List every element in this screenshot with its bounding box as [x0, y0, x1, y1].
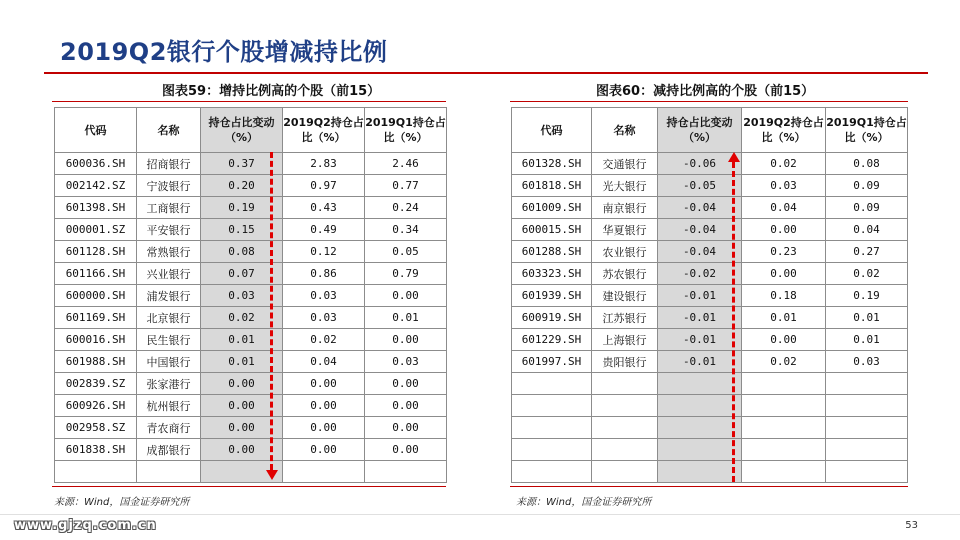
table-row [55, 329, 447, 351]
cell-name: 工商银行 [137, 197, 201, 219]
cell-change: -0.01 [658, 307, 742, 329]
cell-q2: 0.23 [742, 241, 826, 263]
cell-q2 [283, 461, 365, 483]
cell-q1: 2.46 [365, 153, 447, 175]
cell-name: 交通银行 [592, 153, 658, 175]
right-table-title: 图表60：减持比例高的个股（前15） [596, 84, 815, 99]
cell-q2: 0.02 [283, 329, 365, 351]
cell-change: -0.02 [658, 263, 742, 285]
cell-code: 601818.SH [512, 175, 592, 197]
cell-change: 0.00 [201, 439, 283, 461]
cell-change: 0.01 [201, 351, 283, 373]
table-row [55, 219, 447, 241]
cell-code: 600000.SH [55, 285, 137, 307]
cell-name: 南京银行 [592, 197, 658, 219]
table-row [512, 175, 908, 197]
cell-name: 建设银行 [592, 285, 658, 307]
cell-q1: 0.79 [365, 263, 447, 285]
table-row [512, 307, 908, 329]
cell-change: 0.07 [201, 263, 283, 285]
cell-name: 苏农银行 [592, 263, 658, 285]
cell-name: 青农商行 [137, 417, 201, 439]
cell-name: 上海银行 [592, 329, 658, 351]
cell-code: 601997.SH [512, 351, 592, 373]
cell-q1 [365, 461, 447, 483]
cell-name: 张家港行 [137, 373, 201, 395]
cell-name: 浦发银行 [137, 285, 201, 307]
cell-change: 0.37 [201, 153, 283, 175]
left-bottom-divider [52, 486, 446, 487]
cell-change: -0.06 [658, 153, 742, 175]
cell-code: 601328.SH [512, 153, 592, 175]
table-row [512, 153, 908, 175]
cell-change [658, 439, 742, 461]
cell-q1: 0.00 [365, 417, 447, 439]
cell-name: 光大银行 [592, 175, 658, 197]
website-logo: www.gjzq.com.cn [14, 518, 157, 533]
down-arrow-icon [266, 470, 278, 480]
table-row [55, 439, 447, 461]
page-title: 2019Q2银行个股增减持比例 [60, 38, 388, 66]
cell-change: -0.01 [658, 285, 742, 307]
cell-code [512, 417, 592, 439]
table-row [512, 461, 908, 483]
cell-q2 [742, 395, 826, 417]
cell-code [512, 373, 592, 395]
table-row [512, 285, 908, 307]
right-bottom-divider [510, 486, 908, 487]
table-row [55, 285, 447, 307]
left-table-title: 图表59：增持比例高的个股（前15） [162, 84, 381, 99]
cell-name: 成都银行 [137, 439, 201, 461]
table-row [55, 417, 447, 439]
cell-change: 0.00 [201, 417, 283, 439]
cell-code [512, 439, 592, 461]
cell-q2: 0.18 [742, 285, 826, 307]
cell-code: 601169.SH [55, 307, 137, 329]
cell-q1: 0.05 [365, 241, 447, 263]
header-change: 持仓占比变动（%） [658, 108, 742, 153]
cell-change: 0.19 [201, 197, 283, 219]
cell-q1: 0.00 [365, 285, 447, 307]
table-row [512, 241, 908, 263]
cell-q1 [826, 395, 908, 417]
table-row [512, 263, 908, 285]
cell-change: 0.00 [201, 395, 283, 417]
up-arrow-icon [728, 152, 740, 162]
table-row [55, 351, 447, 373]
right-table-header-row [512, 108, 908, 153]
cell-q2: 0.01 [742, 307, 826, 329]
cell-code: 600919.SH [512, 307, 592, 329]
cell-q2: 0.00 [283, 395, 365, 417]
cell-change [658, 417, 742, 439]
cell-code: 600036.SH [55, 153, 137, 175]
cell-q2: 0.00 [283, 439, 365, 461]
cell-code: 603323.SH [512, 263, 592, 285]
cell-change: -0.04 [658, 219, 742, 241]
cell-q1: 0.08 [826, 153, 908, 175]
table-row [512, 219, 908, 241]
cell-code: 601288.SH [512, 241, 592, 263]
cell-q2: 0.97 [283, 175, 365, 197]
cell-name: 贵阳银行 [592, 351, 658, 373]
cell-name [137, 461, 201, 483]
page-number: 53 [905, 520, 918, 531]
cell-change: -0.01 [658, 329, 742, 351]
header-q1: 2019Q1持仓占比（%） [826, 108, 908, 153]
cell-q2: 2.83 [283, 153, 365, 175]
cell-code: 601128.SH [55, 241, 137, 263]
cell-change: 0.15 [201, 219, 283, 241]
cell-q2: 0.04 [283, 351, 365, 373]
header-q2: 2019Q2持仓占比（%） [742, 108, 826, 153]
cell-q1: 0.19 [826, 285, 908, 307]
right-table [511, 107, 908, 483]
cell-code: 600015.SH [512, 219, 592, 241]
footer-divider [0, 514, 960, 515]
cell-q1 [826, 439, 908, 461]
cell-q1: 0.03 [826, 351, 908, 373]
cell-change [658, 373, 742, 395]
cell-change: -0.04 [658, 197, 742, 219]
table-row [55, 175, 447, 197]
cell-name: 宁波银行 [137, 175, 201, 197]
cell-q2: 0.02 [742, 351, 826, 373]
cell-q1: 0.02 [826, 263, 908, 285]
cell-q1: 0.24 [365, 197, 447, 219]
cell-q1: 0.01 [826, 307, 908, 329]
cell-q2 [742, 439, 826, 461]
header-q2: 2019Q2持仓占比（%） [283, 108, 365, 153]
cell-code: 002142.SZ [55, 175, 137, 197]
cell-code: 002839.SZ [55, 373, 137, 395]
cell-q2: 0.00 [742, 263, 826, 285]
cell-q1 [826, 461, 908, 483]
table-row [55, 241, 447, 263]
cell-code [512, 395, 592, 417]
cell-name [592, 439, 658, 461]
table-row [55, 461, 447, 483]
cell-q1 [826, 373, 908, 395]
cell-q2: 0.00 [742, 329, 826, 351]
table-row [512, 439, 908, 461]
cell-change: -0.05 [658, 175, 742, 197]
cell-code: 000001.SZ [55, 219, 137, 241]
table-row [55, 373, 447, 395]
table-row [55, 197, 447, 219]
cell-code: 600926.SH [55, 395, 137, 417]
cell-q1: 0.01 [826, 329, 908, 351]
cell-q1: 0.00 [365, 395, 447, 417]
cell-q2 [742, 373, 826, 395]
cell-q1: 0.27 [826, 241, 908, 263]
cell-code: 600016.SH [55, 329, 137, 351]
table-row [512, 197, 908, 219]
cell-name: 平安银行 [137, 219, 201, 241]
header-name: 名称 [592, 108, 658, 153]
table-row [55, 153, 447, 175]
cell-change: 0.00 [201, 373, 283, 395]
right-table-source: 来源：Wind，国金证券研究所 [516, 497, 652, 508]
cell-q1: 0.00 [365, 439, 447, 461]
table-row [55, 395, 447, 417]
cell-q1: 0.34 [365, 219, 447, 241]
header-name: 名称 [137, 108, 201, 153]
cell-code: 601838.SH [55, 439, 137, 461]
table-row [512, 373, 908, 395]
cell-q2: 0.03 [283, 285, 365, 307]
table-row [55, 307, 447, 329]
cell-code: 601988.SH [55, 351, 137, 373]
right-title-divider [510, 101, 908, 102]
cell-change: -0.01 [658, 351, 742, 373]
cell-name [592, 373, 658, 395]
left-table-source: 来源：Wind，国金证券研究所 [54, 497, 190, 508]
cell-q2: 0.00 [283, 373, 365, 395]
cell-q2: 0.00 [742, 219, 826, 241]
left-down-arrow-line [270, 152, 273, 470]
cell-name: 杭州银行 [137, 395, 201, 417]
cell-code: 601939.SH [512, 285, 592, 307]
header-code: 代码 [55, 108, 137, 153]
cell-name: 常熟银行 [137, 241, 201, 263]
cell-q2: 0.03 [742, 175, 826, 197]
cell-change: -0.04 [658, 241, 742, 263]
header-code: 代码 [512, 108, 592, 153]
cell-name: 农业银行 [592, 241, 658, 263]
cell-change: 0.20 [201, 175, 283, 197]
cell-code [55, 461, 137, 483]
left-table-header-row [55, 108, 447, 153]
cell-name: 江苏银行 [592, 307, 658, 329]
cell-q2 [742, 417, 826, 439]
cell-code: 601398.SH [55, 197, 137, 219]
cell-change [658, 461, 742, 483]
cell-name [592, 395, 658, 417]
table-row [512, 395, 908, 417]
cell-change: 0.08 [201, 241, 283, 263]
cell-q2: 0.02 [742, 153, 826, 175]
cell-name: 北京银行 [137, 307, 201, 329]
cell-q1: 0.09 [826, 175, 908, 197]
cell-code: 601229.SH [512, 329, 592, 351]
cell-change [658, 395, 742, 417]
cell-name: 华夏银行 [592, 219, 658, 241]
cell-q1: 0.00 [365, 373, 447, 395]
cell-q1: 0.00 [365, 329, 447, 351]
table-row [512, 329, 908, 351]
cell-name: 兴业银行 [137, 263, 201, 285]
cell-q2: 0.86 [283, 263, 365, 285]
cell-code: 601009.SH [512, 197, 592, 219]
cell-q2: 0.12 [283, 241, 365, 263]
cell-q1: 0.04 [826, 219, 908, 241]
left-title-divider [52, 101, 446, 102]
cell-q2: 0.43 [283, 197, 365, 219]
cell-q1: 0.09 [826, 197, 908, 219]
table-row [512, 351, 908, 373]
left-table [54, 107, 447, 483]
cell-name [592, 417, 658, 439]
table-row [55, 263, 447, 285]
cell-name: 民生银行 [137, 329, 201, 351]
cell-q1 [826, 417, 908, 439]
cell-code: 601166.SH [55, 263, 137, 285]
cell-q2: 0.03 [283, 307, 365, 329]
cell-code: 002958.SZ [55, 417, 137, 439]
cell-code [512, 461, 592, 483]
table-row [512, 417, 908, 439]
cell-q2 [742, 461, 826, 483]
cell-q1: 0.77 [365, 175, 447, 197]
cell-name [592, 461, 658, 483]
cell-change: 0.03 [201, 285, 283, 307]
cell-q2: 0.49 [283, 219, 365, 241]
header-q1: 2019Q1持仓占比（%） [365, 108, 447, 153]
cell-q1: 0.01 [365, 307, 447, 329]
header-change: 持仓占比变动（%） [201, 108, 283, 153]
cell-name: 招商银行 [137, 153, 201, 175]
cell-q2: 0.04 [742, 197, 826, 219]
cell-q2: 0.00 [283, 417, 365, 439]
cell-change: 0.01 [201, 329, 283, 351]
cell-name: 中国银行 [137, 351, 201, 373]
cell-change: 0.02 [201, 307, 283, 329]
title-divider [44, 72, 928, 74]
right-up-arrow-line [732, 162, 735, 482]
cell-q1: 0.03 [365, 351, 447, 373]
